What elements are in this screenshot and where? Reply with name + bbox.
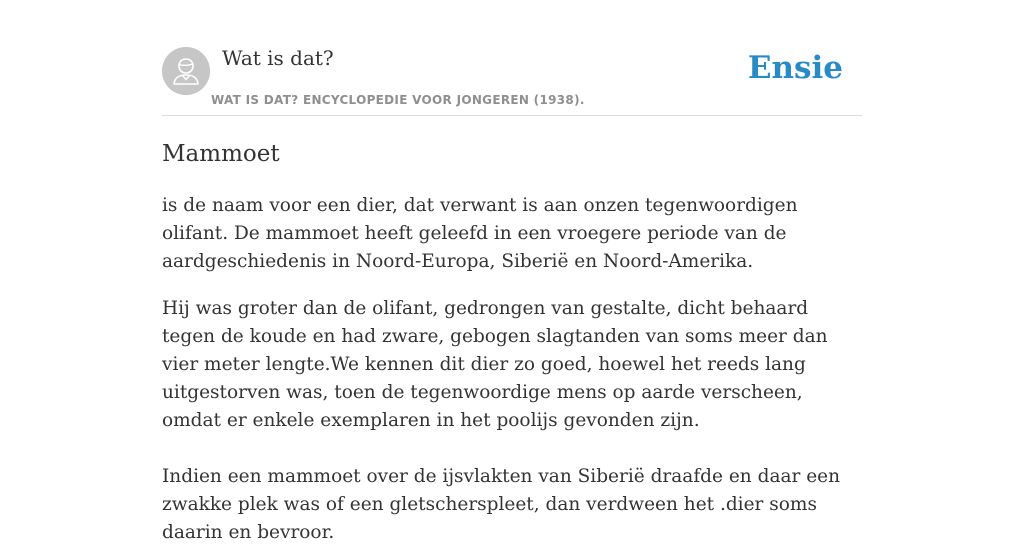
article-paragraph: Indien een mammoet over de ijsvlakten van Siberië draafde en daar een zwakke plek was of een gletscherspleet, dan verdween het .dier soms daarin en bevroor. xyxy=(162,466,841,543)
source-header xyxy=(162,40,862,116)
article-paragraph: is de naam voor een dier, dat verwant is aan onzen tegenwoordigen olifant. De mammoet heeft geleefd in een vroegere periode van de aardgeschiedenis in Noord-Europa, Siberië en Noord-Amerika. xyxy=(162,195,798,272)
avatar[interactable] xyxy=(162,47,210,95)
source-subtitle[interactable]: WAT IS DAT? ENCYCLOPEDIE VOOR JONGEREN (1938). xyxy=(211,93,585,107)
source-title[interactable]: Wat is dat? xyxy=(222,46,334,70)
article xyxy=(162,138,862,547)
article-title: Mammoet xyxy=(162,141,280,167)
ensie-logo[interactable]: Ensie xyxy=(747,50,843,86)
article-paragraph: Hij was groter dan de olifant, gedrongen van gestalte, dicht behaard tegen de koude en had zware, gebogen slagtanden van soms meer dan vier meter lengte.We kennen dit dier zo goed, hoewel het reeds lang uitgestorven was, toen de tegenwoordige mens op aarde verscheen, omdat er enkele exemplaren in het poolijs gevonden zijn. xyxy=(162,298,828,431)
user-silhouette-icon xyxy=(162,47,210,95)
